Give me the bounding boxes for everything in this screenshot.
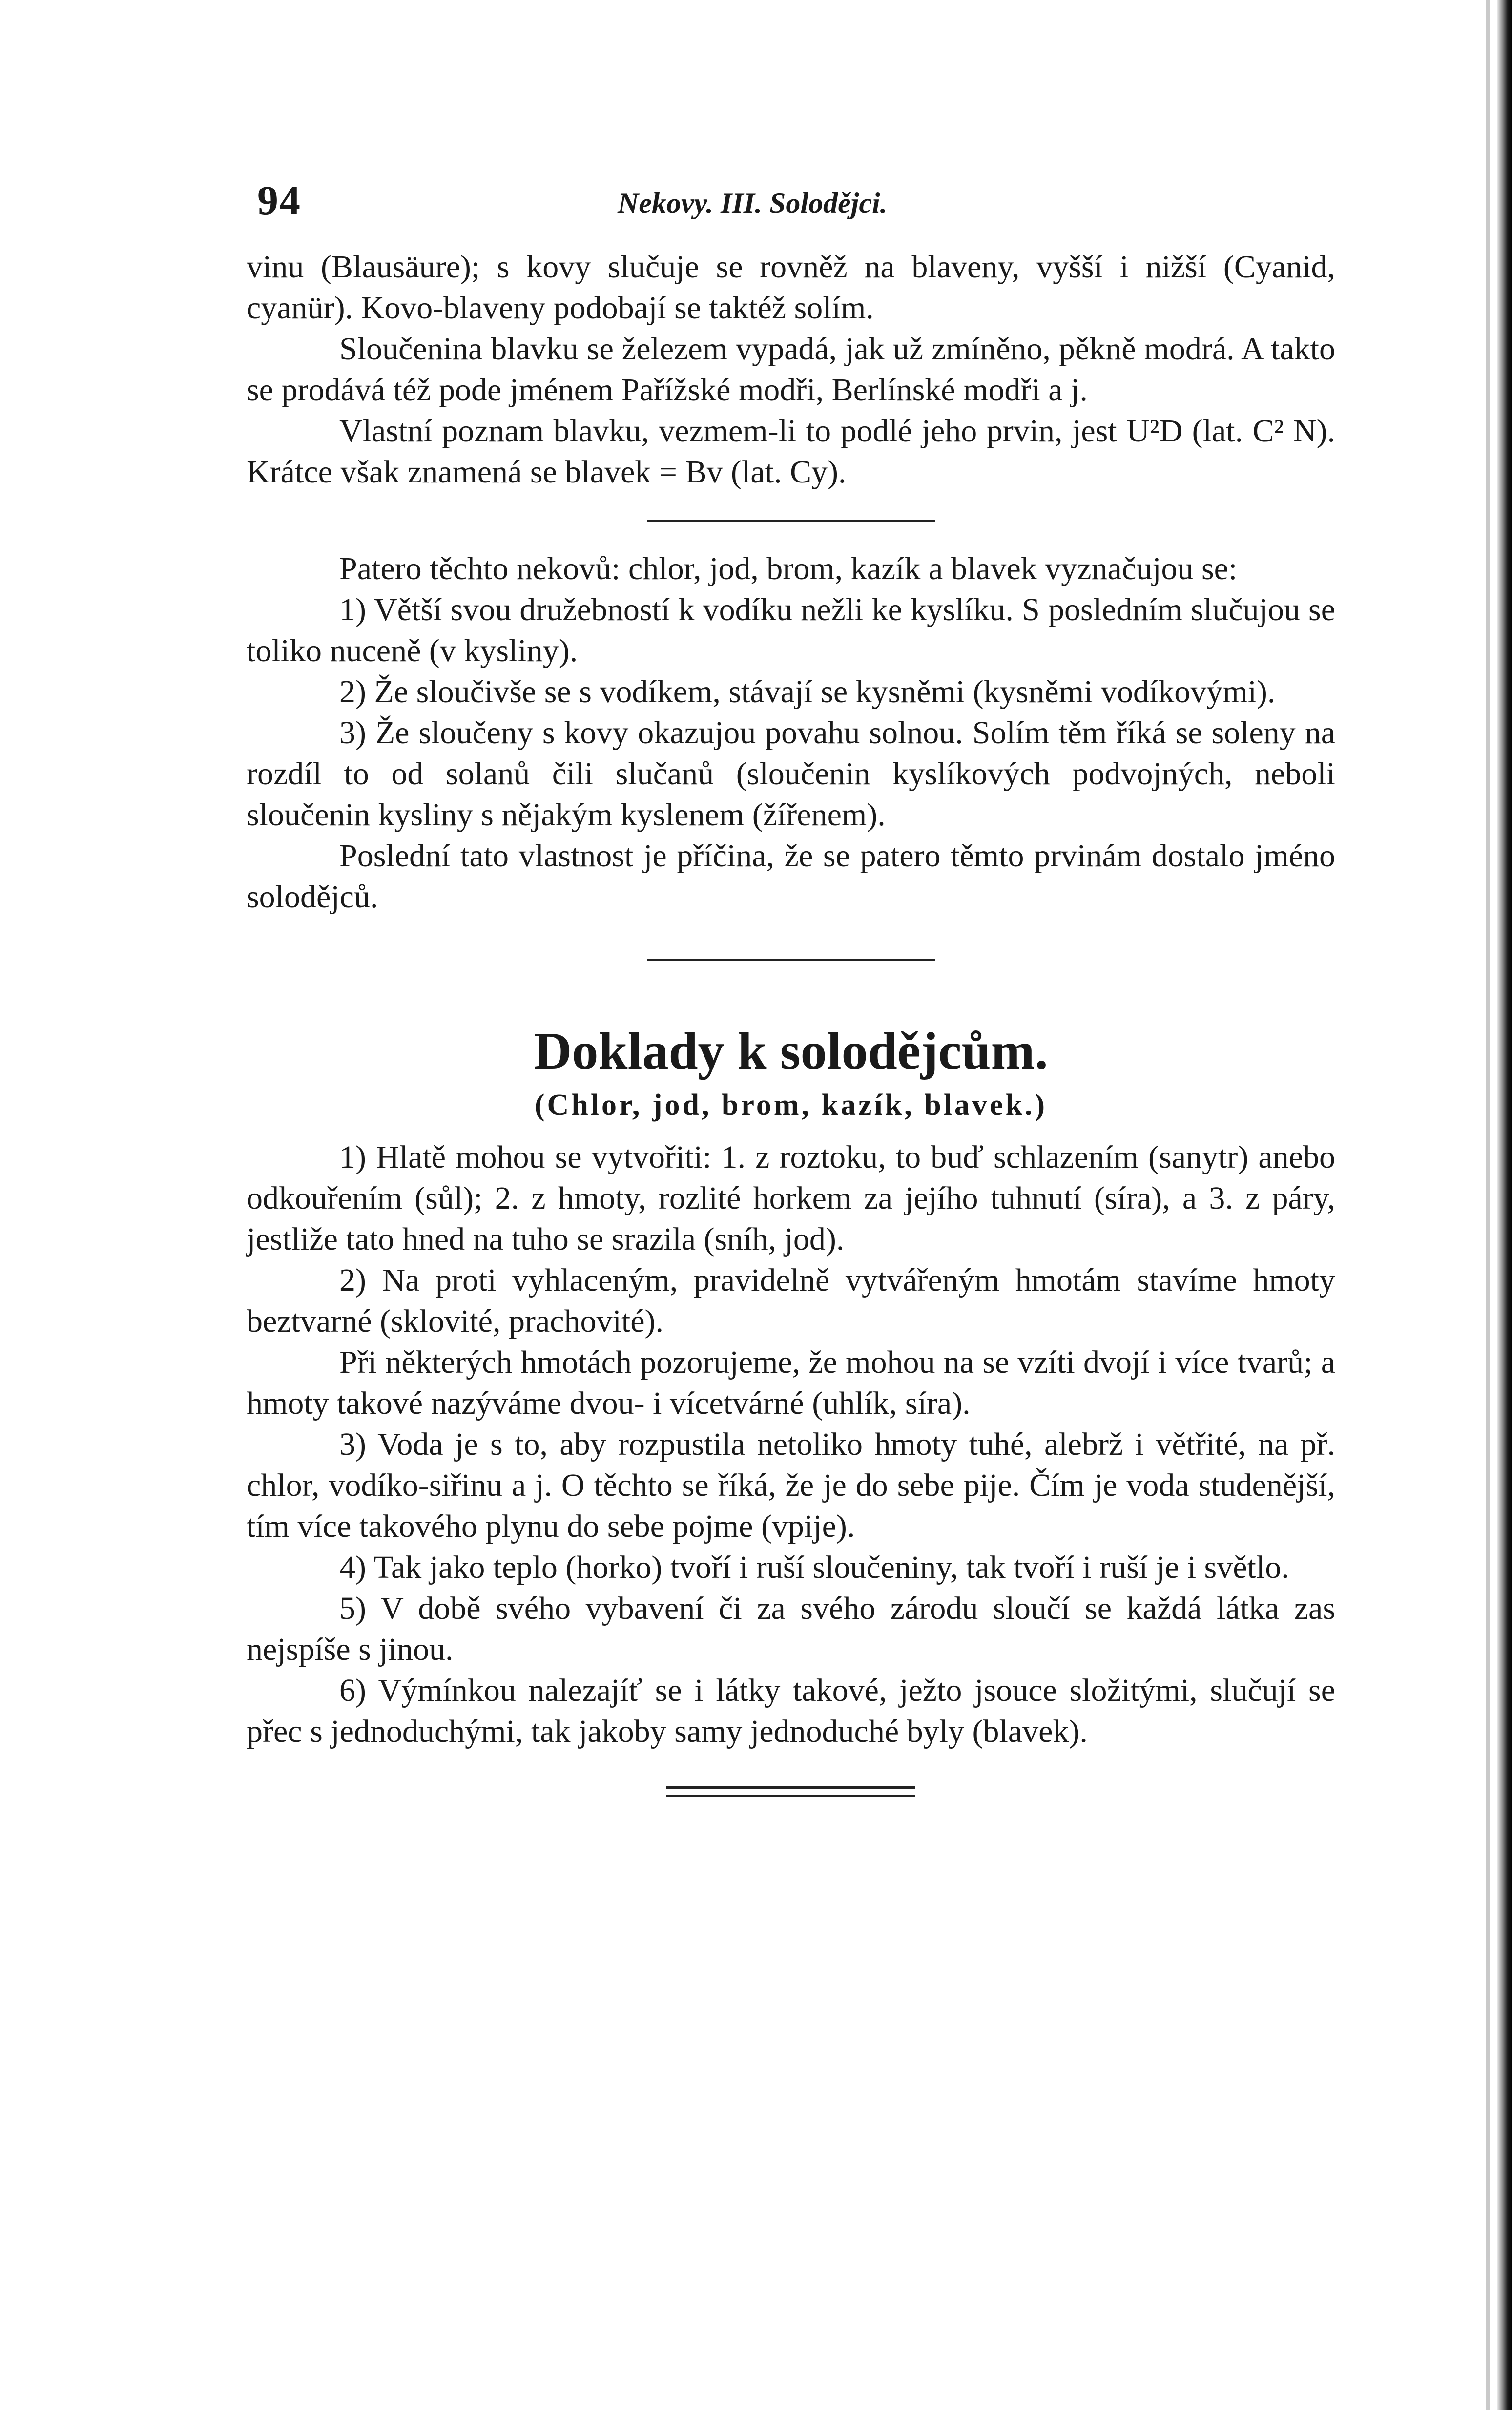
scan-edge-shadow xyxy=(1486,0,1490,2410)
middle-paragraph-3: 2) Že sloučivše se s vodíkem, stávají se kysněmi (kysněmi vodíkovými). xyxy=(339,674,1276,710)
section-subtitle: (Chlor, jod, brom, kazík, blavek.) xyxy=(534,1089,1048,1122)
intro-paragraph-1: vinu (Blausäure); s kovy slučuje se rovněž na blaveny, vyšší i nižší (Cyanid, cyanür). Kovo-blaveny podobají se taktéž solím. xyxy=(247,249,1335,326)
book-page xyxy=(247,166,1335,1797)
running-title: Nekovy. III. Solodějci. xyxy=(618,187,888,219)
intro-paragraph-2: Sloučenina blavku se železem vypadá, jak už zmíněno, pěkně modrá. A takto se prodává též pode jménem Pařížské modři, Berlínské modři a j. xyxy=(247,331,1335,408)
middle-paragraph-2: 1) Větší svou družebností k vodíku nežli ke kyslíku. S posledním slučujou se toliko nuceně (v kysliny). xyxy=(247,592,1335,669)
page-header xyxy=(247,166,1335,230)
end-double-rule xyxy=(666,1786,915,1797)
middle-paragraph-4: 3) Že sloučeny s kovy okazujou povahu solnou. Solím těm říká se soleny na rozdíl to od solanů čili slučanů (sloučenin kyslíkových podvojných, neboli sloučenin kysliny s nějakým kyslenem (žířenem). xyxy=(247,715,1335,833)
section-paragraph-3: Při některých hmotách pozorujeme, že mohou na se vzíti dvojí i více tvarů; a hmoty takové nazýváme dvou- i vícetvárné (uhlík, síra). xyxy=(247,1344,1335,1421)
section-paragraph-4: 3) Voda je s to, aby rozpustila netoliko hmoty tuhé, alebrž i větřité, na př. chlor, vodíko-siřinu a j. O těchto se říká, že je do sebe pije. Čím je voda studenější, tím více takového plynu do sebe pojme (vpije). xyxy=(247,1426,1335,1544)
scan-edge-right xyxy=(1497,0,1512,2410)
section-paragraph-7: 6) Výmínkou nalezajíť se i látky takové, ježto jsouce složitými, slučují se přec s jednoduchými, tak jakoby samy jednoduché byly (blavek). xyxy=(247,1673,1335,1749)
separator-rule-2 xyxy=(647,959,935,961)
page-number: 94 xyxy=(257,177,301,224)
separator-rule xyxy=(647,520,935,522)
section-paragraph-2: 2) Na proti vyhlaceným, pravidelně vytvářeným hmotám stavíme hmoty beztvarné (sklovité, prachovité). xyxy=(247,1262,1335,1339)
middle-paragraph-1: Patero těchto nekovů: chlor, jod, brom, kazík a blavek vyznačujou se: xyxy=(339,551,1238,587)
middle-paragraph-5: Poslední tato vlastnost je příčina, že se patero těmto prvinám dostalo jméno solodějců. xyxy=(247,838,1335,915)
section-paragraph-1: 1) Hlatě mohou se vytvořiti: 1. z roztoku, to buď schlazením (sanytr) anebo odkouřením (sůl); 2. z hmoty, rozlité horkem za jejího tuhnutí (síra), a 3. z páry, jestliže tato hned na tuho se srazila (sníh, jod). xyxy=(247,1139,1335,1257)
intro-paragraph-3: Vlastní poznam blavku, vezmem-li to podlé jeho prvin, jest U²D (lat. C² N). Krátce však znamená se blavek = Bv (lat. Cy). xyxy=(247,413,1335,490)
section-paragraph-5: 4) Tak jako teplo (horko) tvoří i ruší sloučeniny, tak tvoří i ruší je i světlo. xyxy=(339,1550,1289,1585)
section-title: Doklady k solodějcům. xyxy=(534,1022,1048,1080)
section-paragraph-6: 5) V době svého vybavení či za svého zárodu sloučí se každá látka zas nejspíše s jinou. xyxy=(247,1591,1335,1667)
